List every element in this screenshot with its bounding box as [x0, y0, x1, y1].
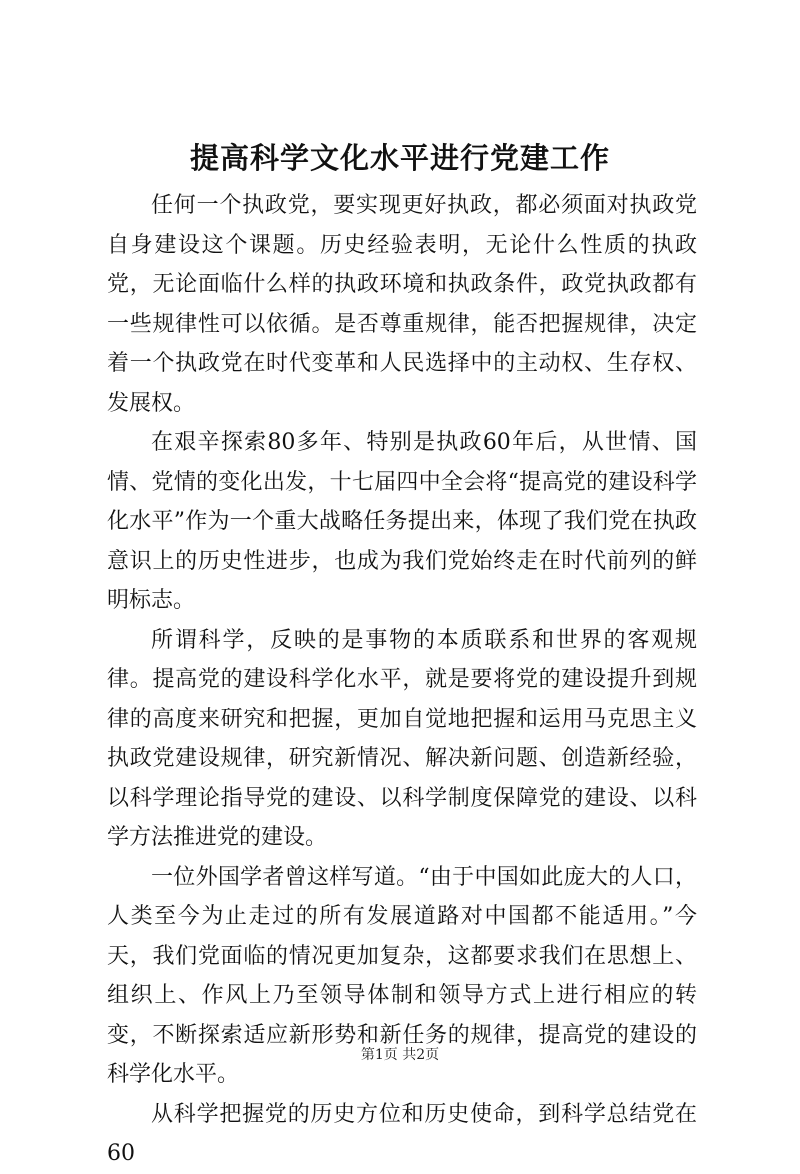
paragraph-3: 所谓科学，反映的是事物的本质联系和世界的客观规律。提高党的建设科学化水平，就是要将党的建设提升到规律的高度来研究和把握，更加自觉地把握和运用马克思主义执政党建设规律，研究新情况、解决新问题、创造新经验，以科学理论指导党的建设、以科学制度保障党的建设、以科学方法推进党的建设。: [107, 627, 697, 850]
document-body: [107, 186, 697, 1174]
paragraph-2: 在艰辛探索80多年、特别是执政60年后，从世情、国情、党情的变化出发，十七届四中全会将“提高党的建设科学化水平”作为一个重大战略任务提出来，体现了我们党在执政意识上的历史性进步，也成为我们党始终走在时代前列的鲜明标志。: [107, 430, 697, 613]
document-title: 提高科学文化水平进行党建工作: [189, 141, 610, 175]
paragraph-4: 一位外国学者曾这样写道。“由于中国如此庞大的人口，人类至今为止走过的所有发展道路对中国都不能适用。”今天，我们党面临的情况更加复杂，这都要求我们在思想上、组织上、作风上乃至领导体制和领导方式上进行相应的转变，不断探索适应新形势和新任务的规律，提高党的建设的科学化水平。: [107, 864, 697, 1087]
paragraph-1: 任何一个执政党，要实现更好执政，都必须面对执政党自身建设这个课题。历史经验表明，无论什么性质的执政党，无论面临什么样的执政环境和执政条件，政党执政都有一些规律性可以依循。是否尊重规律，能否把握规律，决定着一个执政党在时代变革和人民选择中的主动权、生存权、发展权。: [107, 193, 697, 416]
page-number-footer: 第1页 共2页: [360, 1047, 440, 1063]
paragraph-5: 从科学把握党的历史方位和历史使命，到科学总结党在60: [107, 1101, 697, 1166]
